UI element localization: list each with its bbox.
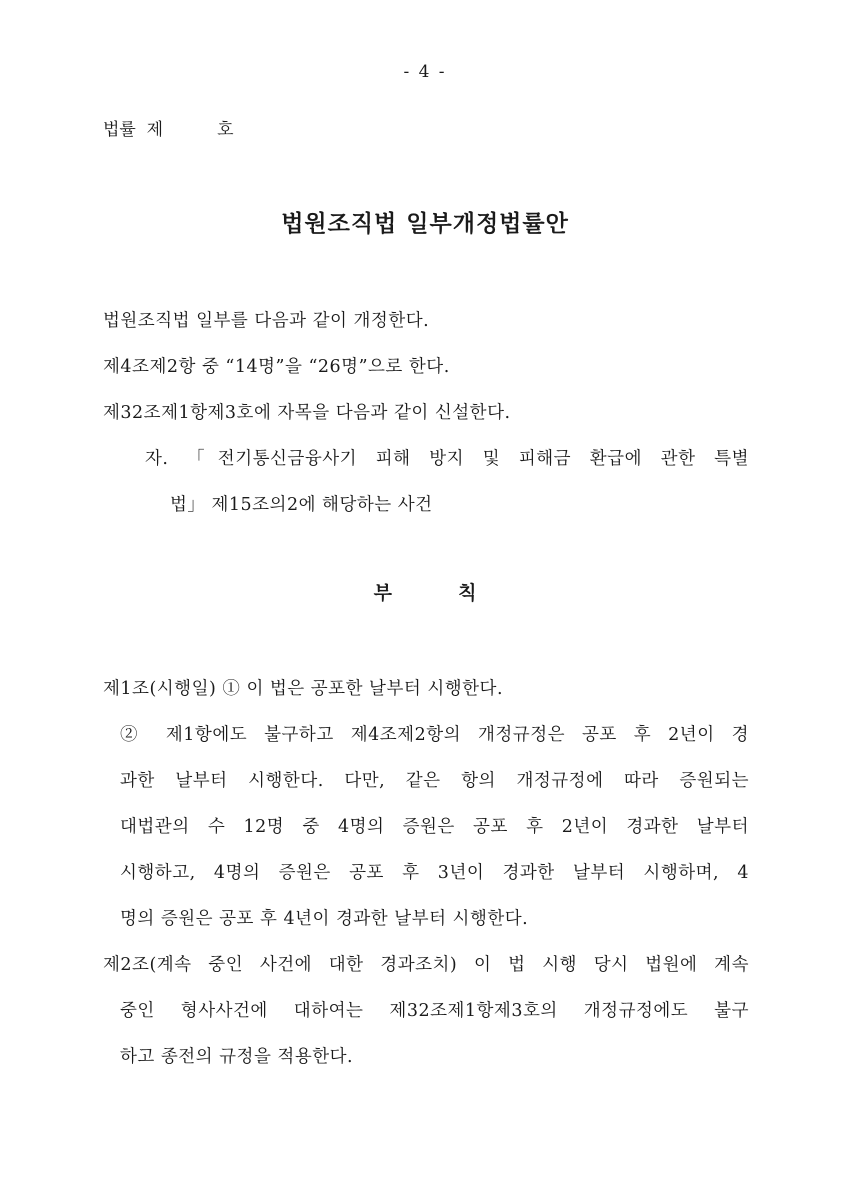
amendment-item-1: 제4조제2항 중 “14명”을 “26명”으로 한다. bbox=[103, 357, 450, 377]
page-number: - 4 - bbox=[403, 62, 447, 82]
addenda-article-1-para-2-line-5: 명의 증원은 공포 후 4년이 경과한 날부터 시행한다. bbox=[120, 909, 529, 929]
addenda-article-1-line-1: 제1조(시행일) ① 이 법은 공포한 날부터 시행한다. bbox=[103, 679, 504, 699]
addenda-article-1-para-2-line-4: 시행하고, 4명의 증원은 공포 후 3년이 경과한 날부터 시행하며, 4 bbox=[120, 863, 749, 883]
law-number: 법률 제 호 bbox=[103, 120, 234, 140]
amendment-intro: 법원조직법 일부를 다음과 같이 개정한다. bbox=[103, 311, 430, 331]
addenda-article-1-para-2-line-3: 대법관의 수 12명 중 4명의 증원은 공포 후 2년이 경과한 날부터 bbox=[120, 817, 749, 837]
amendment-subitem-line-1: 자. 「전기통신금융사기 피해 방지 및 피해금 환급에 관한 특별 bbox=[145, 449, 749, 469]
addenda-title: 부 칙 bbox=[373, 582, 477, 604]
bill-title: 법원조직법 일부개정법률안 bbox=[281, 210, 569, 237]
addenda-article-1-para-2-line-2: 과한 날부터 시행한다. 다만, 같은 항의 개정규정에 따라 증원되는 bbox=[120, 771, 749, 791]
addenda-article-2-line-2: 중인 형사사건에 대하여는 제32조제1항제3호의 개정규정에도 불구 bbox=[120, 1001, 749, 1021]
amendment-item-2: 제32조제1항제3호에 자목을 다음과 같이 신설한다. bbox=[103, 403, 511, 423]
addenda-article-2-line-1: 제2조(계속 중인 사건에 대한 경과조치) 이 법 시행 당시 법원에 계속 bbox=[103, 955, 749, 975]
addenda-article-1-para-2-line-1: ② 제1항에도 불구하고 제4조제2항의 개정규정은 공포 후 2년이 경 bbox=[120, 725, 749, 745]
addenda-article-2-line-3: 하고 종전의 규정을 적용한다. bbox=[120, 1047, 354, 1067]
amendment-subitem-line-2: 법」 제15조의2에 해당하는 사건 bbox=[170, 495, 433, 515]
